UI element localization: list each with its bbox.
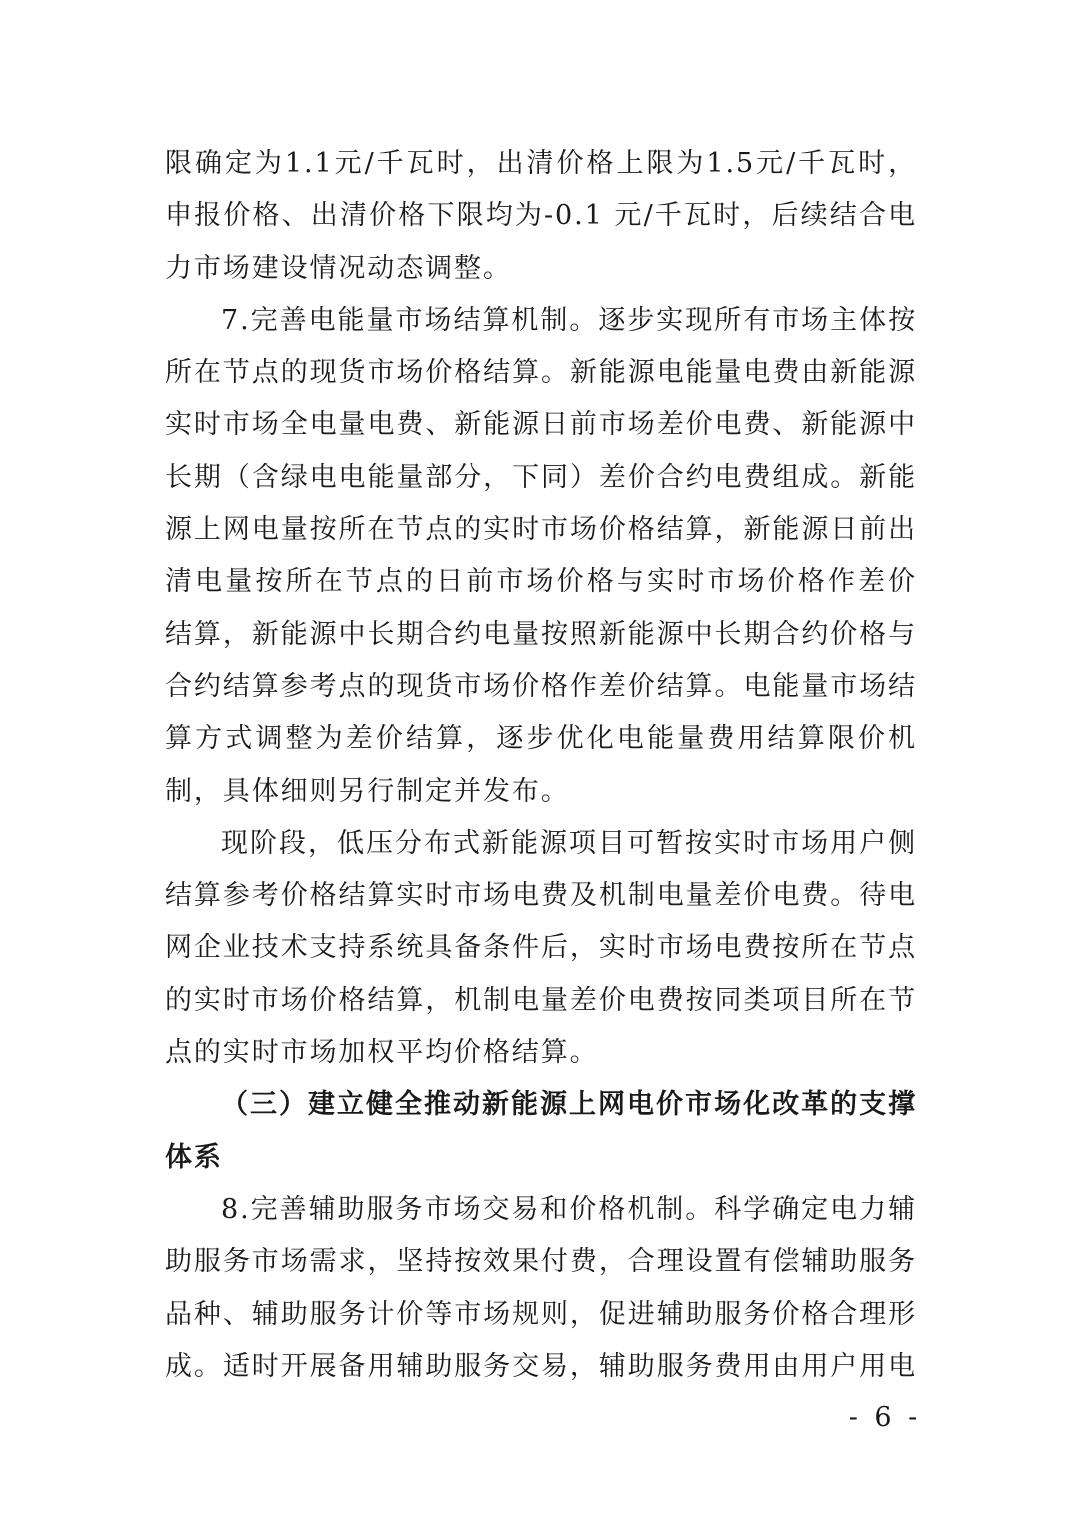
text-line-12: 算方式调整为差价结算，逐步优化电能量费用结算限价机 bbox=[165, 723, 917, 755]
text-line-6: 实时市场全电量电费、新能源日前市场差价电费、新能源中 bbox=[165, 409, 917, 441]
text-line-15: 结算参考价格结算实时市场电费及机制电量差价电费。待电 bbox=[165, 880, 917, 912]
text-line-7: 长期（含绿电电能量部分，下同）差价合约电费组成。新能 bbox=[165, 461, 917, 493]
text-line-3: 力市场建设情况动态调整。 bbox=[165, 252, 512, 284]
section-7-title-line: 7.完善电能量市场结算机制。逐步实现所有市场主体按 bbox=[221, 304, 917, 336]
text-line-9: 清电量按所在节点的日前市场价格与实时市场价格作差价 bbox=[165, 566, 917, 598]
section-8-title-line: 8.完善辅助服务市场交易和价格机制。科学确定电力辅 bbox=[221, 1193, 917, 1225]
text-line-11: 合约结算参考点的现货市场价格作差价结算。电能量市场结 bbox=[165, 670, 917, 702]
text-line-13: 制，具体细则另行制定并发布。 bbox=[165, 775, 570, 807]
page-number: - 6 - bbox=[848, 1402, 922, 1433]
paragraph-current-stage-line: 现阶段，低压分布式新能源项目可暂按实时市场用户侧 bbox=[221, 827, 917, 859]
document-page bbox=[165, 138, 917, 1393]
text-line-18: 点的实时市场加权平均价格结算。 bbox=[165, 1037, 599, 1069]
text-line-2: 申报价格、出清价格下限均为-0.1 元/千瓦时，后续结合电 bbox=[165, 200, 917, 232]
section-3-heading-cont: 体系 bbox=[165, 1141, 223, 1173]
text-line-24: 成。适时开展备用辅助服务交易，辅助服务费用由用户用电 bbox=[165, 1350, 917, 1382]
text-line-8: 源上网电量按所在节点的实时市场价格结算，新能源日前出 bbox=[165, 514, 917, 546]
text-line-16: 网企业技术支持系统具备条件后，实时市场电费按所在节点 bbox=[165, 932, 917, 964]
text-line-5: 所在节点的现货市场价格结算。新能源电能量电费由新能源 bbox=[165, 357, 917, 389]
text-line-10: 结算，新能源中长期合约电量按照新能源中长期合约价格与 bbox=[165, 618, 917, 650]
section-3-heading: （三）建立健全推动新能源上网电价市场化改革的支撑 bbox=[221, 1089, 917, 1121]
text-line-1: 限确定为1.1元/千瓦时，出清价格上限为1.5元/千瓦时， bbox=[165, 148, 917, 179]
text-line-22: 助服务市场需求，坚持按效果付费，合理设置有偿辅助服务 bbox=[165, 1246, 917, 1278]
text-line-23: 品种、辅助服务计价等市场规则，促进辅助服务价格合理形 bbox=[165, 1298, 917, 1330]
text-line-17: 的实时市场价格结算，机制电量差价电费按同类项目所在节 bbox=[165, 984, 917, 1016]
